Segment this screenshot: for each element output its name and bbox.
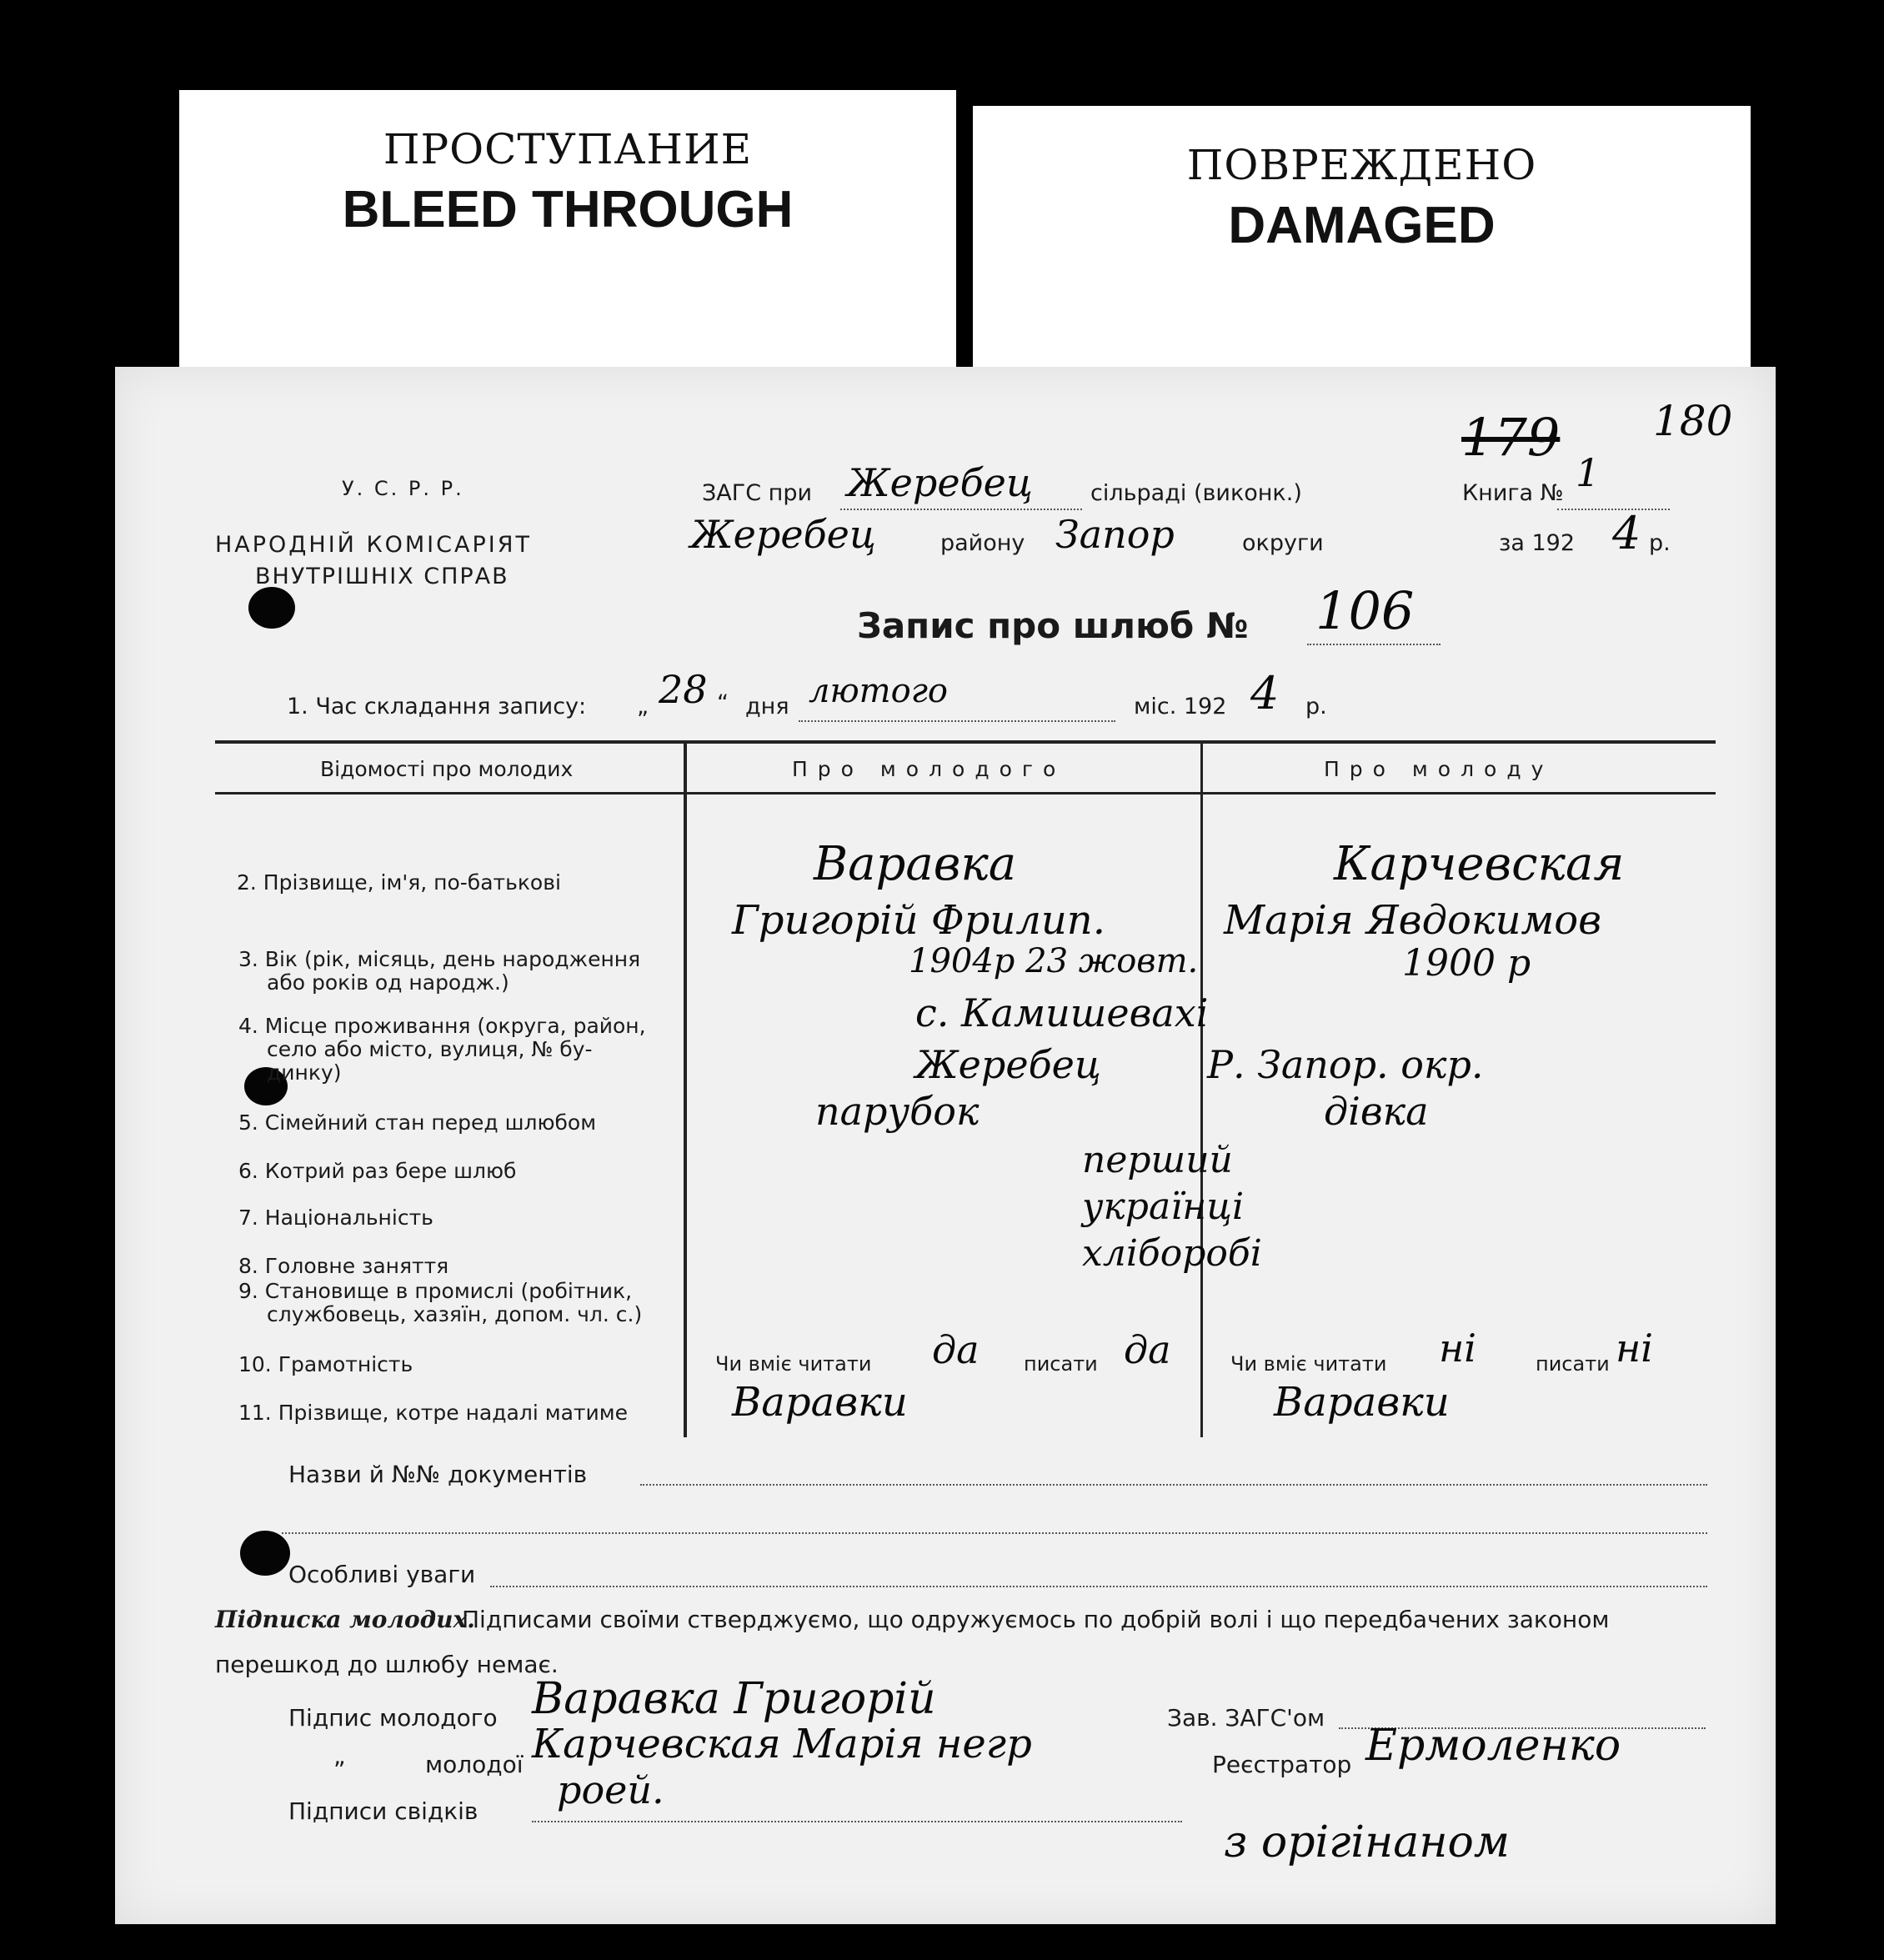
row10-label: 10. Грамотність [238, 1352, 413, 1376]
bride-signature-quote: „ [333, 1742, 346, 1770]
row5-label: 5. Сімейний стан перед шлюбом [238, 1110, 597, 1135]
groom-write: да [1124, 1327, 1171, 1372]
bleed-through-en: BLEED THROUGH [342, 181, 794, 238]
bride-read: ні [1439, 1326, 1477, 1371]
registrar-copy-note: з орігінаном [1224, 1817, 1510, 1867]
occupation: хліборобі [1082, 1232, 1262, 1275]
row1-label: 1. Час складання запису: [287, 694, 587, 719]
registrar-label: Реєстратор [1212, 1751, 1352, 1778]
book-number-handwritten: 1 [1576, 450, 1601, 495]
groom-birth: 1904р 23 жовт. [909, 942, 1199, 980]
damaged-card [973, 106, 1751, 373]
pledge-lead: Підписка молодих. [215, 1606, 475, 1633]
col-header-groom: Про молодого [792, 757, 1066, 781]
row9-label: 9. Становище в промислі (робітник, [238, 1279, 633, 1303]
year-prefix-label: за 192 [1499, 530, 1576, 556]
groom-marital: парубок [815, 1089, 980, 1134]
row1-day: 28 [659, 667, 708, 712]
row1-r: р. [1305, 694, 1327, 719]
bride-signature-continued: роей. [557, 1767, 664, 1812]
row6-label: 6. Котрий раз бере шлюб [238, 1159, 517, 1183]
silradi-label: сільраді (виконк.) [1090, 480, 1302, 506]
row4-label3: динку) [267, 1060, 342, 1085]
okrug-handwritten: Запор [1055, 512, 1175, 557]
witnesses-label: Підписи свідків [288, 1797, 479, 1825]
row1-quote-open: „ [637, 694, 649, 719]
bride-write: ні [1616, 1326, 1654, 1371]
row8-label: 8. Головне заняття [238, 1254, 449, 1278]
zav-zags-label: Зав. ЗАГС'ом [1167, 1704, 1325, 1732]
zags-pri-label: ЗАГС при [702, 480, 813, 506]
year-suffix-label: р. [1649, 530, 1671, 556]
bride-signature: Карчевская Марія негр [532, 1721, 1032, 1767]
bleed-through-card [179, 90, 956, 373]
groom-signature: Варавка Григорій [532, 1674, 936, 1724]
groom-signature-label: Підпис молодого [288, 1704, 498, 1732]
pledge-text2: перешкод до шлюбу немає. [215, 1651, 559, 1678]
commissariat-line2: ВНУТРІШНІХ СПРАВ [255, 564, 509, 589]
bride-birth: 1900 р [1402, 942, 1531, 985]
row1-quote-close: “ [717, 690, 729, 716]
groom-literacy-write-label: писати [1024, 1352, 1098, 1376]
record-title: Запис про шлюб № [857, 605, 1249, 646]
row3-label2: або років од народж.) [267, 970, 509, 995]
marriage-record-form [115, 367, 1776, 1924]
bride-literacy-read-label: Чи вміє читати [1230, 1352, 1387, 1376]
nationality: українці [1082, 1186, 1245, 1228]
row1-mis: міс. 192 [1134, 694, 1227, 719]
damaged-ru: ПОВРЕЖДЕНО [1186, 141, 1537, 189]
bride-name: Марія Явдокимов [1224, 897, 1602, 944]
punch-hole [248, 587, 295, 629]
row4-label2: село або місто, вулиця, № бу- [267, 1037, 593, 1061]
groom-residence-2: Жеребец [915, 1042, 1101, 1087]
book-label: Книга № [1462, 480, 1564, 506]
row2-label: 2. Прізвище, ім'я, по-батькові [237, 870, 561, 895]
notes-label: Особливі уваги [288, 1561, 476, 1588]
record-number: 106 [1315, 580, 1415, 641]
groom-surname: Варавка [814, 837, 1017, 891]
commissariat-line1: НАРОДНІЙ КОМІСАРІЯТ [215, 532, 532, 558]
punch-hole [240, 1531, 290, 1576]
bride-surname: Карчевская [1334, 837, 1625, 891]
row9-label2: службовець, хазяїн, допом. чл. с.) [267, 1302, 643, 1326]
raion-handwritten: Жеребец [690, 512, 876, 557]
okrugy-label: округи [1242, 530, 1324, 556]
bride-marital: дівка [1324, 1089, 1429, 1134]
ussr-label: У. С. Р. Р. [342, 477, 464, 500]
row1-dnia: дня [745, 694, 789, 719]
row7-label: 7. Національність [238, 1206, 433, 1230]
row11-label: 11. Прізвище, котре надалі матиме [238, 1401, 628, 1425]
corner-number-struck: 179 [1461, 407, 1561, 468]
marriage-count: перший [1082, 1139, 1233, 1181]
groom-read: да [932, 1327, 980, 1372]
groom-future-surname: Варавки [732, 1379, 908, 1426]
bride-residence: Р. Запор. окр. [1207, 1042, 1484, 1087]
row1-month: лютого [809, 672, 948, 710]
documents-label: Назви й №№ документів [288, 1461, 588, 1488]
groom-name: Григорій Фрилип. [732, 897, 1105, 944]
col-header-bride: Про молоду [1324, 757, 1554, 781]
raionu-label: району [940, 530, 1025, 556]
bride-signature-label: молодої [425, 1751, 524, 1778]
groom-residence-1: с. Камишевахі [915, 990, 1209, 1035]
col-header-info: Відомості про молодих [320, 757, 574, 781]
pledge-text: Підписами своїми стверджуємо, що одружуємось по добрій волі і що передбачених законом [462, 1606, 1610, 1633]
bride-future-surname: Варавки [1274, 1379, 1450, 1426]
bleed-through-ru: ПРОСТУПАНИЕ [383, 125, 753, 173]
groom-literacy-read-label: Чи вміє читати [715, 1352, 872, 1376]
bride-literacy-write-label: писати [1536, 1352, 1610, 1376]
row1-year: 4 [1250, 667, 1280, 719]
row4-label: 4. Місце проживання (округа, район, [238, 1014, 646, 1038]
row3-label: 3. Вік (рік, місяць, день народження [238, 947, 641, 971]
damaged-en: DAMAGED [1228, 197, 1496, 254]
year-handwritten: 4 [1612, 507, 1641, 559]
registrar-signature: Ермоленко [1365, 1721, 1621, 1771]
village-handwritten: Жеребец [847, 460, 1033, 505]
corner-number: 180 [1653, 397, 1733, 445]
